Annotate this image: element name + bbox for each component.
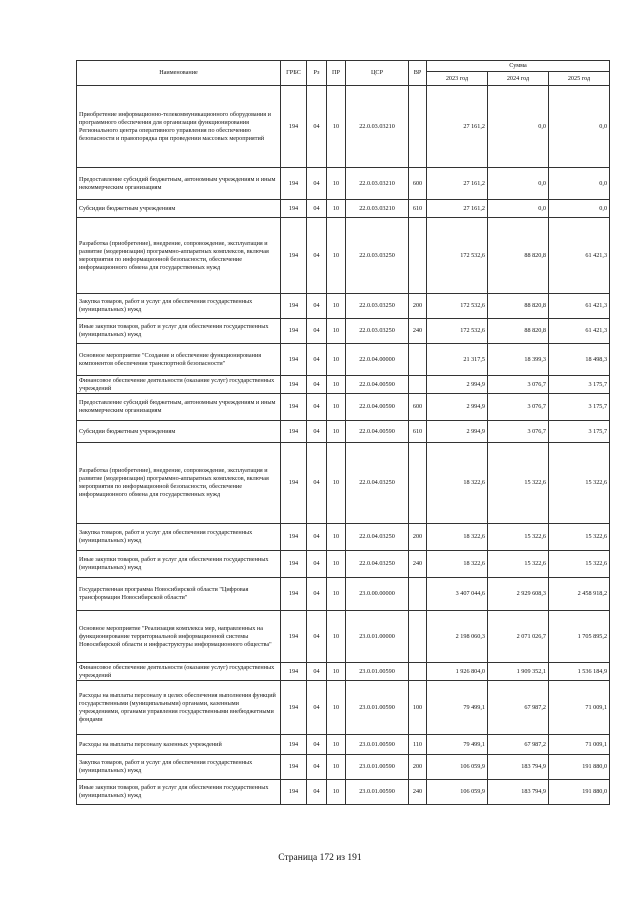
row-2025: 18 498,3 bbox=[549, 344, 610, 376]
row-2024: 0,0 bbox=[488, 168, 549, 200]
row-2023: 2 994,9 bbox=[427, 376, 488, 394]
row-csr: 22.0.03.03210 bbox=[346, 168, 409, 200]
row-rz: 04 bbox=[307, 421, 327, 443]
table-row bbox=[77, 578, 610, 611]
row-rz: 04 bbox=[307, 394, 327, 421]
row-2024: 183 794,9 bbox=[488, 780, 549, 805]
row-rz: 04 bbox=[307, 294, 327, 319]
row-2024: 67 987,2 bbox=[488, 681, 549, 735]
row-2025: 191 880,0 bbox=[549, 780, 610, 805]
row-grbs: 194 bbox=[281, 611, 307, 663]
row-csr: 22.0.04.00000 bbox=[346, 344, 409, 376]
row-2025: 15 322,6 bbox=[549, 443, 610, 524]
row-name: Разработка (приобретение), внедрение, сопровождение, эксплуатация и развитие (модернизация) программно-аппаратных комплексов, включая мероприятия по информационной безопасности, обеспечение информационного обмена для государственных нужд bbox=[77, 218, 281, 294]
header-sum: Сумма bbox=[427, 61, 610, 72]
header-name: Наименование bbox=[77, 61, 281, 86]
row-pr: 10 bbox=[327, 611, 346, 663]
row-pr: 10 bbox=[327, 376, 346, 394]
table-row bbox=[77, 344, 610, 376]
row-2023: 106 059,9 bbox=[427, 780, 488, 805]
row-name: Предоставление субсидий бюджетным, автономным учреждениям и иным некоммерческим организациям bbox=[77, 168, 281, 200]
row-rz: 04 bbox=[307, 551, 327, 578]
header-2024: 2024 год bbox=[488, 72, 549, 86]
row-csr: 22.0.04.03250 bbox=[346, 443, 409, 524]
row-name: Основное мероприятие "Реализация комплекса мер, направленных на функционирование территориальной информационной системы Новосибирской области и инфраструктуры информационного общества" bbox=[77, 611, 281, 663]
row-2024: 2 071 026,7 bbox=[488, 611, 549, 663]
row-pr: 10 bbox=[327, 663, 346, 681]
row-vr: 600 bbox=[409, 394, 427, 421]
row-2024: 3 076,7 bbox=[488, 394, 549, 421]
table-row bbox=[77, 443, 610, 524]
row-2023: 79 499,1 bbox=[427, 735, 488, 755]
row-rz: 04 bbox=[307, 168, 327, 200]
row-grbs: 194 bbox=[281, 663, 307, 681]
row-pr: 10 bbox=[327, 780, 346, 805]
row-vr: 610 bbox=[409, 200, 427, 218]
row-2024: 2 929 608,3 bbox=[488, 578, 549, 611]
header-pr: ПР bbox=[327, 61, 346, 86]
row-grbs: 194 bbox=[281, 421, 307, 443]
row-name: Финансовое обеспечение деятельности (оказание услуг) государственных учреждений bbox=[77, 663, 281, 681]
table-row bbox=[77, 524, 610, 551]
row-pr: 10 bbox=[327, 421, 346, 443]
row-2025: 1 536 184,9 bbox=[549, 663, 610, 681]
row-rz: 04 bbox=[307, 663, 327, 681]
header-grbs: ГРБС bbox=[281, 61, 307, 86]
row-pr: 10 bbox=[327, 218, 346, 294]
row-2023: 27 161,2 bbox=[427, 86, 488, 168]
row-csr: 22.0.04.00590 bbox=[346, 421, 409, 443]
header-2025: 2025 год bbox=[549, 72, 610, 86]
row-name: Финансовое обеспечение деятельности (оказание услуг) государственных учреждений bbox=[77, 376, 281, 394]
row-rz: 04 bbox=[307, 578, 327, 611]
row-2024: 88 820,8 bbox=[488, 319, 549, 344]
row-name: Основное мероприятие "Создание и обеспечение функционирования компонентов обеспечения транспортной безопасности" bbox=[77, 344, 281, 376]
row-2023: 18 322,6 bbox=[427, 443, 488, 524]
row-grbs: 194 bbox=[281, 319, 307, 344]
row-vr: 100 bbox=[409, 681, 427, 735]
row-pr: 10 bbox=[327, 394, 346, 421]
row-pr: 10 bbox=[327, 200, 346, 218]
row-pr: 10 bbox=[327, 294, 346, 319]
row-pr: 10 bbox=[327, 524, 346, 551]
row-csr: 23.0.01.00590 bbox=[346, 735, 409, 755]
row-vr: 200 bbox=[409, 294, 427, 319]
row-name: Государственная программа Новосибирской области "Цифровая трансформация Новосибирской области" bbox=[77, 578, 281, 611]
row-2023: 2 994,9 bbox=[427, 421, 488, 443]
row-rz: 04 bbox=[307, 86, 327, 168]
table-row bbox=[77, 611, 610, 663]
row-vr bbox=[409, 611, 427, 663]
row-2023: 172 532,6 bbox=[427, 218, 488, 294]
row-csr: 23.0.01.00590 bbox=[346, 681, 409, 735]
row-2023: 3 407 044,6 bbox=[427, 578, 488, 611]
row-2023: 2 994,9 bbox=[427, 394, 488, 421]
row-grbs: 194 bbox=[281, 443, 307, 524]
row-vr bbox=[409, 443, 427, 524]
row-pr: 10 bbox=[327, 344, 346, 376]
row-csr: 23.0.01.00590 bbox=[346, 780, 409, 805]
page-number: Страница 172 из 191 bbox=[278, 853, 362, 863]
row-2024: 0,0 bbox=[488, 200, 549, 218]
table-row bbox=[77, 663, 610, 681]
row-grbs: 194 bbox=[281, 524, 307, 551]
row-rz: 04 bbox=[307, 443, 327, 524]
row-2025: 61 421,3 bbox=[549, 319, 610, 344]
row-grbs: 194 bbox=[281, 86, 307, 168]
row-2024: 15 322,6 bbox=[488, 443, 549, 524]
row-name: Иные закупки товаров, работ и услуг для обеспечения государственных (муниципальных) нужд bbox=[77, 780, 281, 805]
row-2023: 172 532,6 bbox=[427, 319, 488, 344]
row-rz: 04 bbox=[307, 200, 327, 218]
table-row bbox=[77, 394, 610, 421]
row-pr: 10 bbox=[327, 755, 346, 780]
row-csr: 23.0.00.00000 bbox=[346, 578, 409, 611]
header-csr: ЦСР bbox=[346, 61, 409, 86]
row-2025: 61 421,3 bbox=[549, 218, 610, 294]
row-2024: 18 399,3 bbox=[488, 344, 549, 376]
row-2025: 0,0 bbox=[549, 86, 610, 168]
row-vr: 200 bbox=[409, 755, 427, 780]
row-grbs: 194 bbox=[281, 755, 307, 780]
row-2024: 67 987,2 bbox=[488, 735, 549, 755]
row-2023: 2 198 060,3 bbox=[427, 611, 488, 663]
row-grbs: 194 bbox=[281, 294, 307, 319]
table-row bbox=[77, 86, 610, 168]
row-name: Закупка товаров, работ и услуг для обеспечения государственных (муниципальных) нужд bbox=[77, 524, 281, 551]
row-rz: 04 bbox=[307, 681, 327, 735]
row-rz: 04 bbox=[307, 611, 327, 663]
row-grbs: 194 bbox=[281, 394, 307, 421]
header-vr: ВР bbox=[409, 61, 427, 86]
row-name: Расходы на выплаты персоналу в целях обеспечения выполнения функций государственными (муниципальными) органами, казенными учреждениями, органами управления государственными внебюджетными фондами bbox=[77, 681, 281, 735]
row-2025: 191 880,0 bbox=[549, 755, 610, 780]
row-rz: 04 bbox=[307, 524, 327, 551]
row-rz: 04 bbox=[307, 319, 327, 344]
table-body bbox=[77, 86, 610, 805]
row-2023: 1 926 804,0 bbox=[427, 663, 488, 681]
row-vr bbox=[409, 344, 427, 376]
row-name: Предоставление субсидий бюджетным, автономным учреждениям и иным некоммерческим организациям bbox=[77, 394, 281, 421]
row-2025: 61 421,3 bbox=[549, 294, 610, 319]
row-2025: 3 175,7 bbox=[549, 376, 610, 394]
table-row bbox=[77, 780, 610, 805]
row-2025: 2 458 918,2 bbox=[549, 578, 610, 611]
row-name: Приобретение информационно-телекоммуникационного оборудования и программного обеспечения для организации функционирования Регионального центра оперативного управления по обеспечению безопасности и правопорядка при проведении массовых мероприятий bbox=[77, 86, 281, 168]
row-csr: 22.0.04.00590 bbox=[346, 376, 409, 394]
row-rz: 04 bbox=[307, 735, 327, 755]
row-name: Разработка (приобретение), внедрение, сопровождение, эксплуатация и развитие (модернизация) программно-аппаратных комплексов, включая мероприятия по информационной безопасности, обеспечение информационного обмена для государственных нужд bbox=[77, 443, 281, 524]
row-grbs: 194 bbox=[281, 681, 307, 735]
row-csr: 22.0.03.03250 bbox=[346, 294, 409, 319]
row-2024: 15 322,6 bbox=[488, 551, 549, 578]
row-2024: 1 909 352,1 bbox=[488, 663, 549, 681]
row-vr: 240 bbox=[409, 551, 427, 578]
row-2023: 18 322,6 bbox=[427, 524, 488, 551]
row-name: Иные закупки товаров, работ и услуг для обеспечения государственных (муниципальных) нужд bbox=[77, 551, 281, 578]
table-row bbox=[77, 319, 610, 344]
row-2025: 3 175,7 bbox=[549, 421, 610, 443]
row-2025: 1 705 895,2 bbox=[549, 611, 610, 663]
row-2023: 18 322,6 bbox=[427, 551, 488, 578]
row-grbs: 194 bbox=[281, 168, 307, 200]
table-row bbox=[77, 681, 610, 735]
row-2023: 27 161,2 bbox=[427, 168, 488, 200]
row-2023: 172 532,6 bbox=[427, 294, 488, 319]
header-rz: Рз bbox=[307, 61, 327, 86]
row-vr: 600 bbox=[409, 168, 427, 200]
row-grbs: 194 bbox=[281, 578, 307, 611]
row-rz: 04 bbox=[307, 755, 327, 780]
row-grbs: 194 bbox=[281, 551, 307, 578]
row-grbs: 194 bbox=[281, 735, 307, 755]
row-rz: 04 bbox=[307, 344, 327, 376]
row-vr: 110 bbox=[409, 735, 427, 755]
row-name: Закупка товаров, работ и услуг для обеспечения государственных (муниципальных) нужд bbox=[77, 755, 281, 780]
header-2023: 2023 год bbox=[427, 72, 488, 86]
row-2024: 88 820,8 bbox=[488, 294, 549, 319]
row-csr: 22.0.04.03250 bbox=[346, 524, 409, 551]
row-2024: 0,0 bbox=[488, 86, 549, 168]
row-2025: 71 009,1 bbox=[549, 681, 610, 735]
row-csr: 22.0.03.03250 bbox=[346, 319, 409, 344]
row-name: Субсидии бюджетным учреждениям bbox=[77, 421, 281, 443]
row-2025: 0,0 bbox=[549, 168, 610, 200]
row-2023: 27 161,2 bbox=[427, 200, 488, 218]
row-csr: 23.0.01.00590 bbox=[346, 755, 409, 780]
row-name: Субсидии бюджетным учреждениям bbox=[77, 200, 281, 218]
row-2024: 3 076,7 bbox=[488, 421, 549, 443]
row-vr bbox=[409, 218, 427, 294]
row-grbs: 194 bbox=[281, 218, 307, 294]
row-2024: 15 322,6 bbox=[488, 524, 549, 551]
row-2025: 3 175,7 bbox=[549, 394, 610, 421]
row-vr bbox=[409, 376, 427, 394]
table-row bbox=[77, 551, 610, 578]
row-name: Расходы на выплаты персоналу казенных учреждений bbox=[77, 735, 281, 755]
row-rz: 04 bbox=[307, 376, 327, 394]
row-vr: 200 bbox=[409, 524, 427, 551]
table-row bbox=[77, 200, 610, 218]
row-pr: 10 bbox=[327, 319, 346, 344]
row-grbs: 194 bbox=[281, 780, 307, 805]
row-pr: 10 bbox=[327, 168, 346, 200]
row-grbs: 194 bbox=[281, 376, 307, 394]
row-2024: 88 820,8 bbox=[488, 218, 549, 294]
row-csr: 23.0.01.00000 bbox=[346, 611, 409, 663]
table-row bbox=[77, 168, 610, 200]
row-vr: 240 bbox=[409, 319, 427, 344]
row-pr: 10 bbox=[327, 735, 346, 755]
row-csr: 22.0.04.00590 bbox=[346, 394, 409, 421]
table-row bbox=[77, 376, 610, 394]
row-vr bbox=[409, 86, 427, 168]
row-csr: 22.0.03.03210 bbox=[346, 200, 409, 218]
row-2023: 79 499,1 bbox=[427, 681, 488, 735]
row-pr: 10 bbox=[327, 551, 346, 578]
row-rz: 04 bbox=[307, 780, 327, 805]
row-pr: 10 bbox=[327, 681, 346, 735]
row-pr: 10 bbox=[327, 86, 346, 168]
row-vr bbox=[409, 663, 427, 681]
row-pr: 10 bbox=[327, 578, 346, 611]
row-pr: 10 bbox=[327, 443, 346, 524]
row-csr: 23.0.01.00590 bbox=[346, 663, 409, 681]
row-2025: 0,0 bbox=[549, 200, 610, 218]
row-2023: 106 059,9 bbox=[427, 755, 488, 780]
row-vr: 240 bbox=[409, 780, 427, 805]
table-row bbox=[77, 421, 610, 443]
table-row bbox=[77, 294, 610, 319]
row-2023: 21 317,5 bbox=[427, 344, 488, 376]
row-csr: 22.0.03.03250 bbox=[346, 218, 409, 294]
row-vr: 610 bbox=[409, 421, 427, 443]
row-vr bbox=[409, 578, 427, 611]
table-row bbox=[77, 755, 610, 780]
row-name: Иные закупки товаров, работ и услуг для обеспечения государственных (муниципальных) нужд bbox=[77, 319, 281, 344]
row-csr: 22.0.03.03210 bbox=[346, 86, 409, 168]
row-2025: 15 322,6 bbox=[549, 551, 610, 578]
row-2025: 15 322,6 bbox=[549, 524, 610, 551]
row-rz: 04 bbox=[307, 218, 327, 294]
row-name: Закупка товаров, работ и услуг для обеспечения государственных (муниципальных) нужд bbox=[77, 294, 281, 319]
row-2024: 183 794,9 bbox=[488, 755, 549, 780]
row-2024: 3 076,7 bbox=[488, 376, 549, 394]
row-2025: 71 009,1 bbox=[549, 735, 610, 755]
table-row bbox=[77, 218, 610, 294]
table-row bbox=[77, 735, 610, 755]
row-grbs: 194 bbox=[281, 344, 307, 376]
row-grbs: 194 bbox=[281, 200, 307, 218]
budget-table bbox=[76, 60, 610, 805]
row-csr: 22.0.04.03250 bbox=[346, 551, 409, 578]
